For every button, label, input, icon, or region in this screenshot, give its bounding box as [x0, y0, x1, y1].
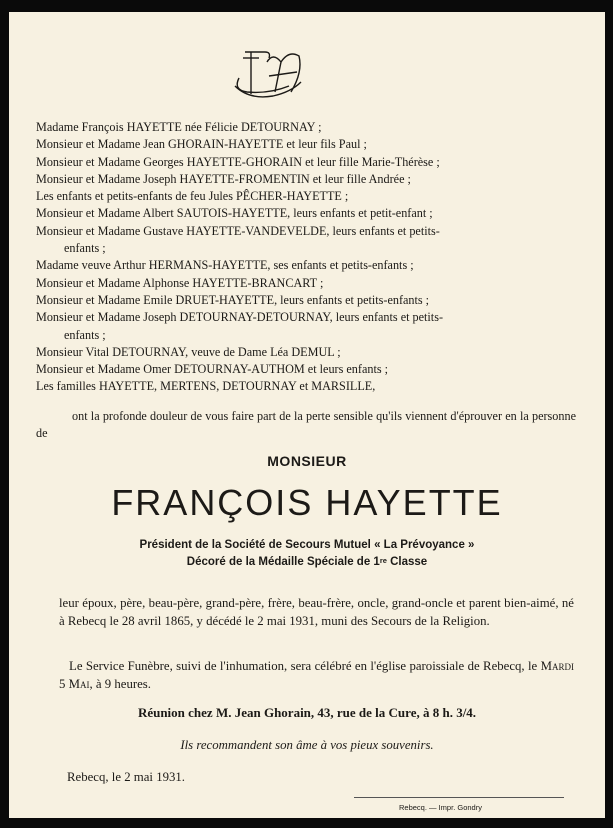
honorific: MONSIEUR	[267, 453, 347, 469]
funeral-notice	[9, 12, 605, 818]
family-line: Madame veuve Arthur HERMANS-HAYETTE, ses enfants et petits-enfants ;	[36, 258, 414, 273]
family-line: Monsieur et Madame Albert SAUTOIS-HAYETTE, leurs enfants et petit-enfant ;	[36, 206, 433, 221]
printer-credit: Rebecq. — Impr. Gondry	[399, 803, 482, 812]
deceased-name: FRANÇOIS HAYETTE	[111, 482, 503, 523]
family-line: Monsieur et Madame Emile DRUET-HAYETTE, leurs enfants et petits-enfants ;	[36, 292, 430, 307]
family-line: Les familles HAYETTE, MERTENS, DETOURNAY et MARSILLE,	[36, 379, 376, 394]
family-line: Madame François HAYETTE née Félicie DETOURNAY ;	[36, 120, 322, 134]
family-line: Les enfants et petits-enfants de feu Jules PÊCHER-HAYETTE ;	[36, 189, 349, 204]
family-line: Monsieur Vital DETOURNAY, veuve de Dame Léa DEMUL ;	[36, 344, 341, 359]
family-line: Monsieur et Madame Joseph DETOURNAY-DETOURNAY, leurs enfants et petits-	[36, 310, 443, 325]
biography-text: leur époux, père, beau-père, grand-père, frère, beau-frère, oncle, grand-oncle et parent bien-aimé, né à Rebecq le 28 avril 1865, y décédé le 2 mai 1931, muni des Secours de la Religion.	[59, 596, 574, 628]
reunion-text: Réunion chez M. Jean Ghorain, 43, rue de la Cure, à 8 h. 3/4.	[137, 705, 477, 720]
title-decoration: Décoré de la Médaille Spéciale de 1re Classe	[186, 556, 428, 568]
family-line: Monsieur et Madame Georges HAYETTE-GHORAIN et leur fille Marie-Thérèse ;	[36, 154, 440, 169]
family-line: Monsieur et Madame Jean GHORAIN-HAYETTE et leur fils Paul ;	[36, 137, 367, 152]
fh-monogram-logo	[229, 42, 311, 108]
family-line: Monsieur et Madame Omer DETOURNAY-AUTHOM et leurs enfants ;	[36, 362, 389, 377]
family-line-continued: enfants ;	[64, 327, 106, 342]
family-line: Monsieur et Madame Joseph HAYETTE-FROMENTIN et leur fille Andrée ;	[36, 171, 411, 186]
family-line: Monsieur et Madame Gustave HAYETTE-VANDEVELDE, leurs enfants et petits-	[36, 223, 440, 238]
recommendation-text: Ils recommandent son âme à vos pieux souvenirs.	[180, 738, 434, 752]
family-line: Monsieur et Madame Alphonse HAYETTE-BRANCART ;	[36, 275, 324, 290]
intro-text: ont la profonde douleur de vous faire part de la perte sensible qu'ils viennent d'éprouver en la personne de	[36, 409, 576, 440]
divider	[354, 797, 564, 798]
family-list	[36, 119, 581, 396]
place-date: Rebecq, le 2 mai 1931.	[67, 770, 185, 784]
title-president: Président de la Société de Secours Mutuel « La Prévoyance »	[139, 539, 475, 551]
family-line-continued: enfants ;	[64, 241, 106, 256]
service-text: Le Service Funèbre, suivi de l'inhumation, sera célébré en l'église paroissiale de Rebecq, le Mardi 5 Mai, à 9 heures.	[59, 659, 574, 691]
